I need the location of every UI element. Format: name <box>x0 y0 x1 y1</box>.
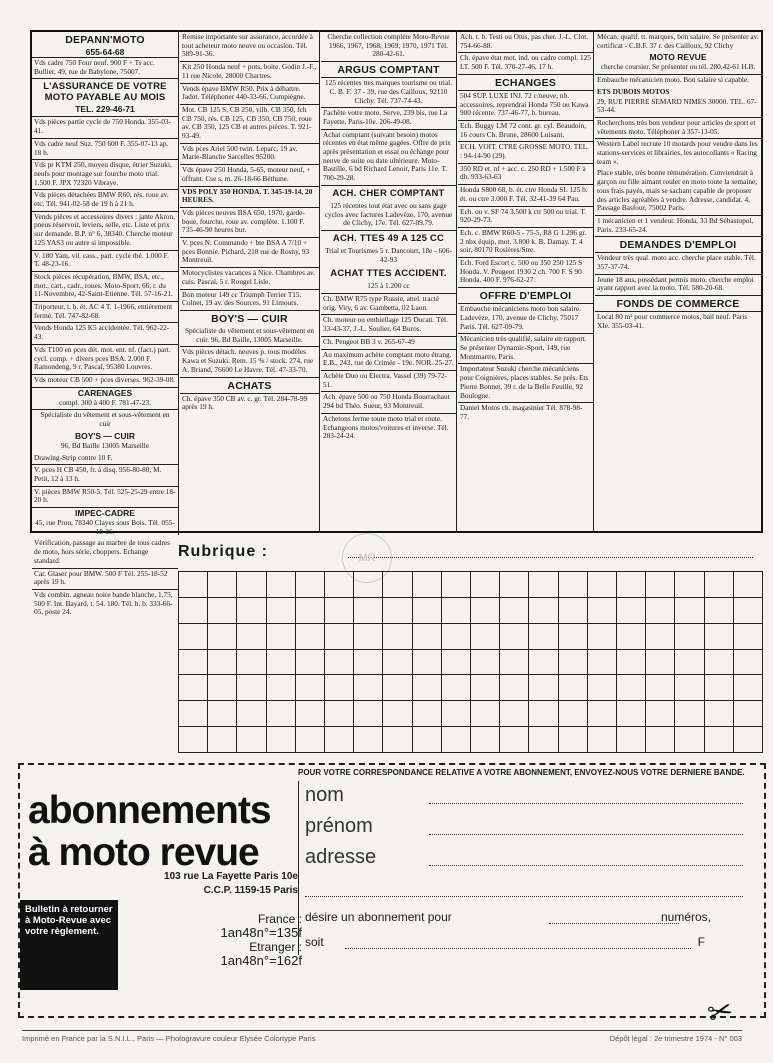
grid-cell[interactable] <box>500 701 529 727</box>
column-divider <box>593 30 594 533</box>
grid-cell[interactable] <box>296 598 325 624</box>
grid-cell[interactable] <box>529 572 558 598</box>
classified-ad: Ch. Peugeot BB 3 v. 265-67-49 <box>321 337 456 350</box>
classified-ad: Mot. CB 125 S, CB 250, vilb. CB 350, fch CB 750, rés. CB 125, CB 350, CB 750, roue av. CB 350, 125 CB et autres pièces. T. 921-93-49. <box>180 105 319 144</box>
classified-ad: Ech. ou v. SF 74 3.500 k ctr 500 ou trial. T. 920-29-73. <box>458 207 593 228</box>
nom-line[interactable] <box>429 803 743 804</box>
classified-ad: 125 récentes ttes marques tourisme ou trial. C. B. F. 37 - 39, rue des Cailloux, 92110 Clichy. Tél. 737-74-43. <box>321 78 456 108</box>
grid-cell[interactable] <box>500 675 529 701</box>
depann-moto-phone: 655-64-68 <box>32 47 178 58</box>
grid-cell[interactable] <box>617 598 646 624</box>
classified-ad: Ech. c. BMW R60-5 - 75-5, R8 G 1.296 gr. 2 nbx équip, mot. 3.800 k. B. Damay. T. 4 soir, 80170 Rosières/Stre. <box>458 228 593 258</box>
grid-cell[interactable] <box>617 701 646 727</box>
classified-ad: Achetons ferme toute moto trial et route. Echangeons motos/voitures et inverse. Tél. 283-24-24. <box>323 413 449 441</box>
classified-ad: Vérification, passage au marbre de tous cadres de moto, hors série, choppers. Echange standard. <box>32 538 178 568</box>
grid-cell[interactable] <box>588 727 617 753</box>
ads-column-1 <box>32 32 178 617</box>
grid-cell[interactable] <box>705 650 734 676</box>
adresse-field[interactable] <box>298 843 753 874</box>
grid-cell[interactable] <box>413 675 442 701</box>
grid-cell[interactable] <box>471 650 500 676</box>
column-divider <box>178 30 179 535</box>
classified-ad: Vds cadre neuf Suz. 750 600 F. 355-07-13 ap. 18 h. <box>32 139 178 160</box>
classified-ad: Ech. Ford Escort c. 500 ou 350 250 125 S Honda. V. Peugeot 1930 2 ch. 700 F. S 90 Honda. 400 F. 976-62-27. <box>458 258 593 288</box>
grid-cell[interactable] <box>471 727 500 753</box>
classified-ad: Vds pièces détach. neuves p. tous modèles Kawa et Suzuki. Rem. 15 % / stock. 274, rue A. Briand, 76600 Le Havre. Tél. 47-33-70. <box>180 347 319 377</box>
grid-cell[interactable] <box>413 650 442 676</box>
grid-cell[interactable] <box>442 675 471 701</box>
grid-cell[interactable] <box>529 650 558 676</box>
grid-cell[interactable] <box>383 701 412 727</box>
page-footer <box>22 1030 742 1043</box>
grid-cell[interactable] <box>208 650 237 676</box>
grid-cell[interactable] <box>442 598 471 624</box>
grid-cell[interactable] <box>734 650 763 676</box>
grid-cell[interactable] <box>237 624 266 650</box>
grid-cell[interactable] <box>208 675 237 701</box>
classified-ad: Ach. t. b. Testi ou Otus, pas cher. J.-L. Clot. 754-66-88. <box>458 32 593 53</box>
classified-ad: 125 récentes tout état avec ou sans gage cyclos avec factures Ladevèze, 170, avenue de Clichy, 17e. Tél. 627-09.79. <box>321 201 456 231</box>
coupon-title-line1: abonnements <box>28 789 271 832</box>
ads-column-4 <box>458 32 593 492</box>
classified-ad: Achat comptant (suivant besoin) motos récentes en état même gagées. Offre de prix après présentation et essai ou échange pour neuve de suite ou date ultérieure. Moto-Bastille, 6 bd Richard Lenoir, Paris 11e. T. 700-29-28. <box>321 130 456 186</box>
grid-cell[interactable] <box>646 572 675 598</box>
classified-ad: Ech. Buggy LM 72 cont. gr. cyl. Beaudoin, 16 cours Ch. Brune, 28600 Luisant. <box>458 121 593 142</box>
boys-cuir-header: BOY'S — CUIR <box>74 430 136 441</box>
grid-cell[interactable] <box>588 650 617 676</box>
grid-cell[interactable] <box>442 572 471 598</box>
grid-cell[interactable] <box>267 727 296 753</box>
france-price: 1an48n°=135f <box>220 925 302 940</box>
grid-cell[interactable] <box>529 598 558 624</box>
grid-cell[interactable] <box>442 650 471 676</box>
grid-cell[interactable] <box>734 727 763 753</box>
grid-cell[interactable] <box>354 624 383 650</box>
grid-cell[interactable] <box>705 624 734 650</box>
nom-label: nom <box>305 784 344 806</box>
grid-cell[interactable] <box>325 624 354 650</box>
grid-cell[interactable] <box>705 572 734 598</box>
classified-ad: V. pces H CB 450, fr. à disq. 956-80-80, M. Petit, 12 à 13 h. <box>32 465 178 486</box>
grid-cell[interactable] <box>734 572 763 598</box>
grid-cell[interactable] <box>325 650 354 676</box>
grid-cell[interactable] <box>617 727 646 753</box>
adresse-label: adresse <box>305 846 377 868</box>
grid-cell[interactable] <box>237 675 266 701</box>
classified-ad: Vds épave 250 Honda, 5-65, moteur neuf, + offrant. Cse s. m. 26-18-66 Béthune. <box>180 165 319 186</box>
soit-row[interactable] <box>298 931 753 955</box>
grid-cell[interactable] <box>296 650 325 676</box>
numeros-line[interactable] <box>549 923 679 924</box>
grid-cell[interactable] <box>675 624 704 650</box>
grid-cell[interactable] <box>413 624 442 650</box>
grid-cell[interactable] <box>500 572 529 598</box>
grid-cell[interactable] <box>559 572 588 598</box>
classified-ad: Achète Duo ou Electra. Vassel (39) 79-72-51. <box>321 371 456 392</box>
grid-cell[interactable] <box>296 572 325 598</box>
grid-cell[interactable] <box>675 727 704 753</box>
grid-cell[interactable] <box>500 624 529 650</box>
classified-ad: Drawing-Strip contre 10 F. <box>32 453 178 466</box>
classified-ad: Motocyclistes vacances à Nice. Chambres av. cuis. Pascal, 5 r. Rougel Lisle. <box>180 268 319 289</box>
classified-ad: Bon moteur 149 cc Triumph Terrier T15. Colnet, 19 av. des Sources, 91 Limours. <box>180 290 319 311</box>
classified-ad: VDS POLY 350 HONDA. T. 345-19-14, 20 HEURES. <box>180 187 319 208</box>
moto-revue-logo-watermark: MR <box>342 533 392 583</box>
grid-cell[interactable] <box>179 650 208 676</box>
classified-ad: Au maximum achète comptant moto étrang. E.B., 243, rue de Crimée - 19e. NOR. 25-27. <box>321 350 456 371</box>
fonds-commerce-header: FONDS DE COMMERCE <box>595 296 761 312</box>
grid-cell[interactable] <box>179 598 208 624</box>
grid-cell[interactable] <box>471 624 500 650</box>
grid-cell[interactable] <box>237 572 266 598</box>
classified-ad: V. 180 Yam, vil. cass., part. cycle tbé. 1.000 F. T. 48-23-16. <box>32 251 178 272</box>
classified-ad: Vds pces Ariel 500 twin. Leparc, 19 av. Marie-Blanche Sarcelles 95200. <box>180 144 319 165</box>
grid-cell[interactable] <box>413 701 442 727</box>
soit-line[interactable] <box>345 948 691 949</box>
grid-cell[interactable] <box>588 624 617 650</box>
grid-cell[interactable] <box>442 727 471 753</box>
classified-ad: Vds combin. agneau noire bande blanche, 1,75, 500 F. Int. Bayard, t. 54. 180. Tél. h. b. 333-66-05, poste 24. <box>34 589 173 617</box>
classified-ad: Daniel Motos ch. magasinier Tél. 878-98-77. <box>460 403 583 421</box>
classified-ad: 96, Bd Baille 13005 Marseille <box>60 440 150 450</box>
classified-ad: Recherchons très bon vendeur pour articles de sport et vêtements moto. Téléphoner à 357-13-05. <box>595 118 761 139</box>
grid-cell[interactable] <box>267 624 296 650</box>
grid-cell[interactable] <box>354 727 383 753</box>
classified-ad: Mécan. qualif. tt. marques, bon salaire. Se présenter av. certificat - C.B.F. 37 r. des Cailloux, 92 Clichy <box>597 32 759 50</box>
grid-cell[interactable] <box>354 650 383 676</box>
subscription-coupon <box>10 760 763 1032</box>
grid-cell[interactable] <box>413 727 442 753</box>
classified-ad: Ach. épave 500 ou 750 Honda Bourrachaut 294 bd Théo. Sueur, 93 Montreuil. <box>321 392 456 413</box>
classified-ad: Spécialiste du vêtement et sous-vêtement en cuir. 96, Bd Baille, 13005 Marseille. <box>180 326 319 347</box>
grid-cell[interactable] <box>529 727 558 753</box>
grid-cell[interactable] <box>325 572 354 598</box>
classified-ad: Vends épave BMW R50. Prix à débattre. Jadot. Téléphoner 440-33-66, Compiègne. <box>180 84 319 105</box>
etranger-price: 1an48n°=162f <box>220 953 302 968</box>
grid-cell[interactable] <box>646 727 675 753</box>
grid-cell[interactable] <box>208 572 237 598</box>
classified-ad: Trial et Tourismes 5 r. Dancourt, 18e - 606-42-93 <box>325 245 452 264</box>
grid-cell[interactable] <box>237 650 266 676</box>
classified-ad: Remise importante sur assurance, accordée à tout acheteur moto neuve ou occasion. Tél. 589-91-36. <box>180 32 319 62</box>
etranger-label: Etranger : <box>249 940 302 954</box>
carenages-header: CARENAGES <box>77 387 133 398</box>
grid-cell[interactable] <box>559 727 588 753</box>
grid-cell[interactable] <box>705 598 734 624</box>
classified-ad: Local 80 m² pour commerce motos, bail neuf. Paris XIe. 355-03-41. <box>597 312 748 330</box>
grid-cell[interactable] <box>705 701 734 727</box>
classified-ad: Cherche collection complète Moto-Revue 1966, 1967, 1968, 1969, 1970, 1971 Tél. 280-42-61. <box>321 32 456 62</box>
grid-cell[interactable] <box>471 675 500 701</box>
grid-cell[interactable] <box>296 675 325 701</box>
classified-ad: V. pièces BMW R50-5. Tél. 525-25-29 entre 18-20 h. <box>32 487 178 508</box>
grid-cell[interactable] <box>588 598 617 624</box>
grid-cell[interactable] <box>500 727 529 753</box>
grid-cell[interactable] <box>500 650 529 676</box>
classified-ad: Ch. BMW R75 type Russie, attel. tracté orig. Viry, 6 av. Gambetta, 02 Laon. <box>321 294 456 315</box>
grid-cell[interactable] <box>296 624 325 650</box>
footer-printer: Imprimé en France par la S.N.I.L., Paris — Photogravure couleur Elysée Colortype Paris <box>22 1034 316 1043</box>
grid-cell[interactable] <box>734 598 763 624</box>
classified-ad: Importateur Suzuki cherche mécaniciens pour Coignières, places stables. Se prés. Ets Pierre Bonnet, 39 r. de la Belle Feuille, 92 Boulogne. <box>458 364 593 403</box>
column-divider <box>456 30 457 533</box>
grid-cell[interactable] <box>471 572 500 598</box>
grid-cell[interactable] <box>383 727 412 753</box>
grid-cell[interactable] <box>325 675 354 701</box>
coupon-title <box>28 790 271 874</box>
coupon-instructions: POUR VOTRE CORRESPONDANCE RELATIVE A VOTRE ABONNEMENT, ENVOYEZ-NOUS VOTRE DERNIERE BANDE. <box>298 768 745 777</box>
classified-ad: Car. Glaser pour BMW. 500 F Tél. 255-18-52 après 19 h. <box>32 569 178 590</box>
scissors-icon: ✂ <box>704 993 737 1032</box>
classified-ad: Vends pièces et accessoires divers : jante Akron, pneus réservoir, leviers, selle, etc. Liste et prix sur demande. B.P. n° 6, 38340. Cherche moteur 125 YAS3 ou autre si impossible. <box>32 212 178 251</box>
grid-cell[interactable] <box>588 572 617 598</box>
grid-cell[interactable] <box>617 624 646 650</box>
ads-column-2 <box>180 32 319 492</box>
classified-ad: V. pces N. Commando + bte BSA A 7/10 + pces Bonnie. Pichard, 218 rue de Rosny, 93 Montreuil. <box>180 238 319 268</box>
grid-cell[interactable] <box>559 675 588 701</box>
grid-cell[interactable] <box>675 650 704 676</box>
grid-cell[interactable] <box>675 675 704 701</box>
classified-ad: Ch. épave 350 CB av. c. gr. Tél. 284-78-99 après 19 h. <box>182 393 308 412</box>
classified-ad: Place stable, très bonne rémunération. Conviendrait à garçon ou fille aimant rouler en moto toute la semaine, tous frais payés, mais se sachant capable de proposer des articles agréables à vendre. Adresse, candidat. 4, Passage Basfour, 75002 Paris. <box>595 168 761 216</box>
grid-cell[interactable] <box>383 675 412 701</box>
classified-ad: ECH. VOIT. CTRE GROSSE MOTO. TEL. : 94-14-90 (29). <box>458 142 593 163</box>
bulletin-box: Bulletin à retourner à Moto-Revue avec votre règlement. <box>20 900 118 990</box>
classified-ad: Vds pièces neuves BSA 650, 1970, garde-boue, fourche, roue av. complète. 1.100 F. 735-46-90 heures bur. <box>180 208 319 238</box>
grid-cell[interactable] <box>208 727 237 753</box>
grid-cell[interactable] <box>734 701 763 727</box>
classified-ad: Honda S800 68, b. ét. ctre Honda SL 125 b. ét. ou ctre 3.000 F. Tél. 32-41-39 64 Pau. <box>458 185 593 206</box>
ads-column-3 <box>321 32 456 492</box>
argus-comptant-header: ARGUS COMPTANT <box>321 62 456 78</box>
classified-ad: Vds moteur CB 500 + pces diverses. 962-39-08. <box>32 375 178 388</box>
adresse-field-2[interactable] <box>298 874 753 905</box>
grid-cell[interactable] <box>646 650 675 676</box>
grid-cell[interactable] <box>413 598 442 624</box>
adresse-line[interactable] <box>429 865 743 866</box>
prenom-line[interactable] <box>429 834 743 835</box>
desire-label: désire un abonnement pour <box>305 910 452 924</box>
classified-ad: ETS DUBOIS MOTOS <box>597 86 670 96</box>
grid-cell[interactable] <box>296 727 325 753</box>
grid-cell[interactable] <box>617 572 646 598</box>
classified-ad: Vds cadre 750 Four neuf. 900 F + Ts acc. Bullier, 49, rue de Babylone, 75007. <box>32 58 178 79</box>
grid-cell[interactable] <box>646 701 675 727</box>
classified-ad: cherche coursier. Se présenter ou tél. 280.42-61 H.B. <box>595 62 761 75</box>
grid-cell[interactable] <box>675 701 704 727</box>
grid-cell[interactable] <box>734 675 763 701</box>
coupon-title-line2: à moto revue <box>28 831 259 874</box>
classified-ad: Jeune 18 ans, possédant permis moto, cherche emploi ayant rapport avec la moto. Tél. 580-20-68. <box>595 275 761 296</box>
classified-ad: Ch. épave état mot. ind. ou cadre compl. 125 LT. 500 F. Tél. 370-27-46, 17 h. <box>458 53 593 74</box>
grid-cell[interactable] <box>383 650 412 676</box>
grid-cell[interactable] <box>354 675 383 701</box>
rubrique-letter-grid[interactable] <box>178 571 763 753</box>
grid-cell[interactable] <box>325 701 354 727</box>
grid-cell[interactable] <box>675 598 704 624</box>
grid-cell[interactable] <box>179 624 208 650</box>
grid-cell[interactable] <box>179 701 208 727</box>
column-divider <box>319 30 320 533</box>
classified-ad: 45, rue Prou, 78340 Clayes sous Bois. Tél. 055-18-36. <box>35 518 175 536</box>
france-label: France : <box>257 912 302 926</box>
grid-cell[interactable] <box>383 598 412 624</box>
demandes-emploi-header: DEMANDES D'EMPLOI <box>595 237 761 253</box>
grid-cell[interactable] <box>588 701 617 727</box>
classified-ad: Kit 250 Honda neuf + pots, boite. Godin J.-F., 11 rue Nicole, 28000 Chartres. <box>180 62 319 83</box>
classified-ad: Triporteur, t. b. ét. AC 4 T. 1-1966, entièrement fermé. Tél. 747-82-68. <box>32 302 178 323</box>
rubrique-label: Rubrique : <box>178 543 268 560</box>
grid-cell[interactable] <box>208 598 237 624</box>
footer-legal-deposit: Dépôt légal : 2e trimestre 1974 - N° 003 <box>609 1034 742 1043</box>
classified-ad: Spécialiste du vêtement et sous-vêtement en cuir <box>40 410 170 429</box>
grid-cell[interactable] <box>296 701 325 727</box>
numeros-label: numéros, <box>660 910 711 924</box>
ads-column-5 <box>595 32 761 530</box>
grid-cell[interactable] <box>442 701 471 727</box>
grid-cell[interactable] <box>208 701 237 727</box>
grid-cell[interactable] <box>559 598 588 624</box>
grid-cell[interactable] <box>442 624 471 650</box>
grid-cell[interactable] <box>413 572 442 598</box>
coupon-prices <box>162 912 302 968</box>
adresse-line-2[interactable] <box>305 896 743 897</box>
grid-cell[interactable] <box>325 598 354 624</box>
classified-ad: 504 SUP. LUXE INJ. 72 c/neuve, nb. accessoires, reprendrai Honda 750 ou Kawa 900 récente. 737-46-77, h. bureau. <box>458 91 593 121</box>
grid-cell[interactable] <box>675 572 704 598</box>
depann-moto-header: DEPANN'MOTO <box>65 34 145 46</box>
grid-cell[interactable] <box>529 624 558 650</box>
echanges-header: ECHANGES <box>458 75 593 91</box>
classified-ad: Embauche mécanicien moto. Bon salaire si capable. <box>597 75 749 85</box>
grid-cell[interactable] <box>588 675 617 701</box>
grid-cell[interactable] <box>354 572 383 598</box>
impec-cadre-header: IMPEC-CADRE <box>75 508 135 519</box>
coupon-address <box>98 870 298 898</box>
prenom-field[interactable] <box>298 812 753 843</box>
grid-cell[interactable] <box>500 598 529 624</box>
achat-accident-header: ACHAT TTES ACCIDENT. <box>330 268 447 280</box>
grid-cell[interactable] <box>325 727 354 753</box>
classified-ad: Ch. moteur ou embiellage 125 Ducati. Tél. 33-43-37, J.-L. Soulier, 64 Buros. <box>321 315 456 336</box>
desire-row[interactable] <box>298 905 753 931</box>
grid-cell[interactable] <box>705 675 734 701</box>
boys-cuir-header: BOY'S — CUIR <box>211 312 288 325</box>
grid-cell[interactable] <box>179 675 208 701</box>
grid-cell[interactable] <box>559 650 588 676</box>
coupon-address-line1: 103 rue La Fayette Paris 10e <box>164 871 298 882</box>
classified-ad: Vds T100 en pces dét. mot. ent. nf. (fact.) part. cycl. comp. + divers pces BSA. 2.000 F. Ramondeng, 9 r. Pascal, 95380 Louvres. <box>32 345 178 375</box>
grid-cell[interactable] <box>267 650 296 676</box>
classified-ad: compl. 300 à 400 F. 781-47-23. <box>32 398 178 411</box>
grid-cell[interactable] <box>383 624 412 650</box>
classified-ad: Vends Honda 125 K5 accidentée. Tél. 962-22-43. <box>32 323 178 344</box>
classified-ad: Vendeur très qual. moto acc. cherche place stable. Tél. 357-37-74. <box>595 253 761 274</box>
grid-cell[interactable] <box>237 598 266 624</box>
classified-ad: 350 RD et. nf + acc. c. 250 RD + 1.500 F à dh. 933-63-63 <box>458 164 593 185</box>
grid-cell[interactable] <box>559 624 588 650</box>
nom-field[interactable] <box>298 781 753 812</box>
moto-revue-header: MOTO REVUE <box>649 52 707 63</box>
grid-cell[interactable] <box>237 727 266 753</box>
ach-cher-comptant-header: ACH. CHER COMPTANT <box>332 187 445 199</box>
grid-cell[interactable] <box>267 675 296 701</box>
grid-cell[interactable] <box>617 675 646 701</box>
grid-cell[interactable] <box>179 572 208 598</box>
achats-header: ACHATS <box>180 378 319 394</box>
grid-cell[interactable] <box>383 572 412 598</box>
ach-ttes-header: ACH. TTES 49 A 125 CC <box>332 232 445 244</box>
offre-emploi-header: OFFRE D'EMPLOI <box>458 288 593 304</box>
grid-cell[interactable] <box>734 624 763 650</box>
grid-cell[interactable] <box>208 624 237 650</box>
classified-ad: 125 à 1.200 cc <box>321 281 456 294</box>
grid-cell[interactable] <box>471 701 500 727</box>
classified-ad: 29, RUE PIERRE SEMARD NIMES 30000. TEL. 67-53-44. <box>595 97 761 118</box>
grid-cell[interactable] <box>646 624 675 650</box>
soit-label: soit <box>305 935 324 949</box>
grid-cell[interactable] <box>354 701 383 727</box>
classified-ad: Stock pièces récupération, BMW, BSA, etc., mot., cart., cadr., roues. Moto-Sport, 66, r. du 11-Novembre, 42-Saint-Etienne. Tél. 57-16-21. <box>32 272 178 302</box>
assurance-header: L'ASSURANCE DE VOTRE MOTO PAYABLE AU MOIS <box>43 81 167 104</box>
grid-cell[interactable] <box>705 727 734 753</box>
classified-ad: J'achète votre moto. Serve, 239 bis, rue La Fayette, Paris-10e. 206-49-08. <box>321 108 456 129</box>
grid-cell[interactable] <box>529 675 558 701</box>
grid-cell[interactable] <box>267 701 296 727</box>
rubrique-name-line[interactable] <box>348 557 753 558</box>
grid-cell[interactable] <box>617 650 646 676</box>
grid-cell[interactable] <box>646 675 675 701</box>
grid-cell[interactable] <box>471 598 500 624</box>
assurance-phone: TEL. 229-46-71 <box>32 104 178 117</box>
classified-ad: Embauche mécaniciens moto bon salaire. Ladevèze, 170, avenue de Clichy, 75017 Paris. Tél. 627-09-79. <box>458 304 593 334</box>
classified-ad: Vds pr KTM 250, moyeu disque, étrier Suzuki, neufs pour montage sur fourche moto trial. 1.500 F. JPX 72320 Vibraye. <box>32 160 178 190</box>
grid-cell[interactable] <box>529 701 558 727</box>
grid-cell[interactable] <box>267 598 296 624</box>
classified-ad: Mécanicien très qualifié, salaire en rapport. Se présenter Dynamic-Sport, 149, rue Montmartre, Paris. <box>458 334 593 364</box>
classified-ad: 1 mécanicien et 1 vendeur. Honda, 33 Bd Sébastopol, Paris. 233-65-24. <box>595 216 761 237</box>
grid-cell[interactable] <box>237 701 266 727</box>
classified-ad: Western Label recrute 10 motards pour vendre dans les stations-services et librairies, les autocollants « Racing team ». <box>597 139 758 166</box>
coupon-form <box>298 768 753 955</box>
grid-cell[interactable] <box>646 598 675 624</box>
classified-ad: Vds pièces partie cycle de 750 Honda. 355-03-41. <box>32 117 178 138</box>
coupon-address-line2: C.C.P. 1159-15 Paris <box>203 885 298 896</box>
classified-ad: Vds pièces détachées BMW R60, rés. roue av. etc. Tél. 941-02-58 de 19 h à 21 h. <box>32 190 178 211</box>
grid-cell[interactable] <box>179 727 208 753</box>
franc-label: F <box>697 935 705 949</box>
grid-cell[interactable] <box>559 701 588 727</box>
prenom-label: prénom <box>305 815 373 837</box>
grid-cell[interactable] <box>354 598 383 624</box>
grid-cell[interactable] <box>267 572 296 598</box>
